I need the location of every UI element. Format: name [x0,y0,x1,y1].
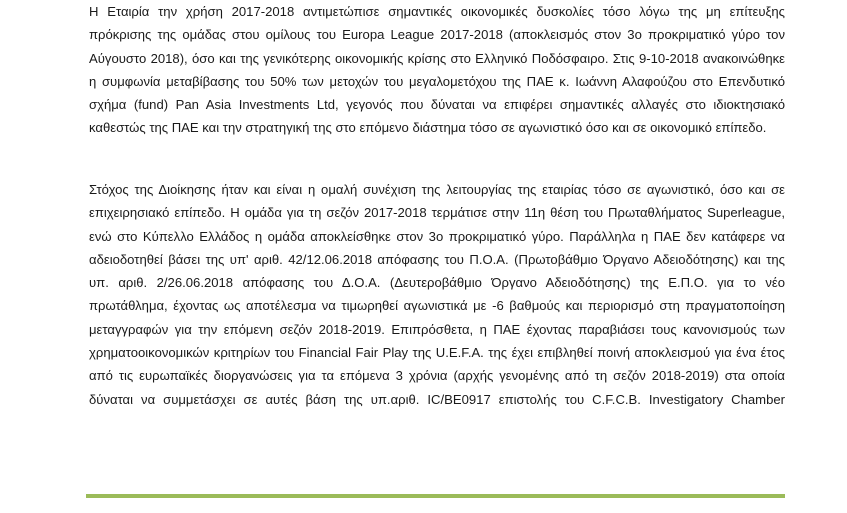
text-line: η συμφωνία μεταβίβασης του 50% των μετοχών του μεγαλομετόχου της ΠΑΕ κ. Ιωάννη Αλαφούζου στο Επενδυτικό [89,73,785,89]
paragraph-financial-difficulties [89,0,785,140]
text-line: αδειοδοτηθεί βάσει της υπ' αριθ. 42/12.06.2018 απόφασης του Π.Ο.Α. (Πρωτοβάθμιο Όργανο Αδειοδότησης) και της [89,251,785,267]
footer-divider [86,494,785,498]
text-line: από τις ευρωπαϊκές διοργανώσεις για τα επόμενα 3 χρόνια (αρχής γενομένης από τη σεζόν 2018-2019) στα οποία [89,368,785,384]
text-line: πρόκρισης της ομάδας στου ομίλους του Europa League 2017-2018 (αποκλεισμός στον 3ο προκριματικό γύρο τον [89,27,785,43]
text-line: χρηματοοικονομικών κριτηρίων του Financial Fair Play της U.E.F.A. της έχει επιβληθεί ποινή αποκλεισμού για ένα έτος [89,345,785,361]
text-line: υπ. αριθ. 2/26.06.2018 απόφασης του Δ.Ο.Α. (Δευτεροβάθμιο Όργανο Αδειοδότησης) της Ε.Π.Ο. για το νέο [89,275,785,291]
text-line: καθεστώς της ΠΑΕ και την στρατηγική της στο επόμενο διάστημα τόσο σε αγωνιστικό όσο και σε οικονομικό επίπεδο. [89,120,767,136]
text-line: Αύγουστο 2018), όσο και της γενικότερης οικονομικής κρίσης στο Ελληνικό Ποδόσφαιρο. Στις 9-10-2018 ανακοινώθηκε [89,50,785,66]
text-line: σχήμα (fund) Pan Asia Investments Ltd, γεγονός που δύναται να επιφέρει σημαντικές αλλαγές στο ιδιοκτησιακό [89,97,785,113]
text-line: Στόχος της Διοίκησης ήταν και είναι η ομαλή συνέχιση της λειτουργίας της εταιρίας τόσο σε αγωνιστικό, όσο και σε [89,182,785,197]
text-line: ενώ στο Κύπελλο Ελλάδος η ομάδα αποκλείσθηκε στον 3ο προκριματικό γύρο. Παράλληλα η ΠΑΕ δεν κατάφερε να [89,228,785,244]
text-line: πρωτάθλημα, έχοντας ως αποτέλεσμα να τιμωρηθεί αγωνιστικά με -6 βαθμούς και περιορισμό στη πραγματοποίηση [89,298,785,314]
text-line: δύναται να συμμετάσχει σε αυτές βάση της υπ.αριθ. IC/BE0917 επιστολής του C.F.C.B. Investigatory Chamber [89,391,785,407]
text-line: μεταγγραφών για την επόμενη σεζόν 2018-2019. Επιπρόσθετα, η ΠΑΕ έχοντας παραβιάσει τους κανονισμούς των [89,321,785,337]
text-line: Η Εταιρία την χρήση 2017-2018 αντιμετώπισε σημαντικές οικονομικές δυσκολίες τόσο λόγω της μη επίτευξης [89,4,785,19]
text-line: επιχειρησιακό επίπεδο. Η ομάδα για τη σεζόν 2017-2018 τερμάτισε στην 11η θέση του Πρωταθλήματος Superleague, [89,205,785,221]
paragraph-management-goal [89,178,785,411]
